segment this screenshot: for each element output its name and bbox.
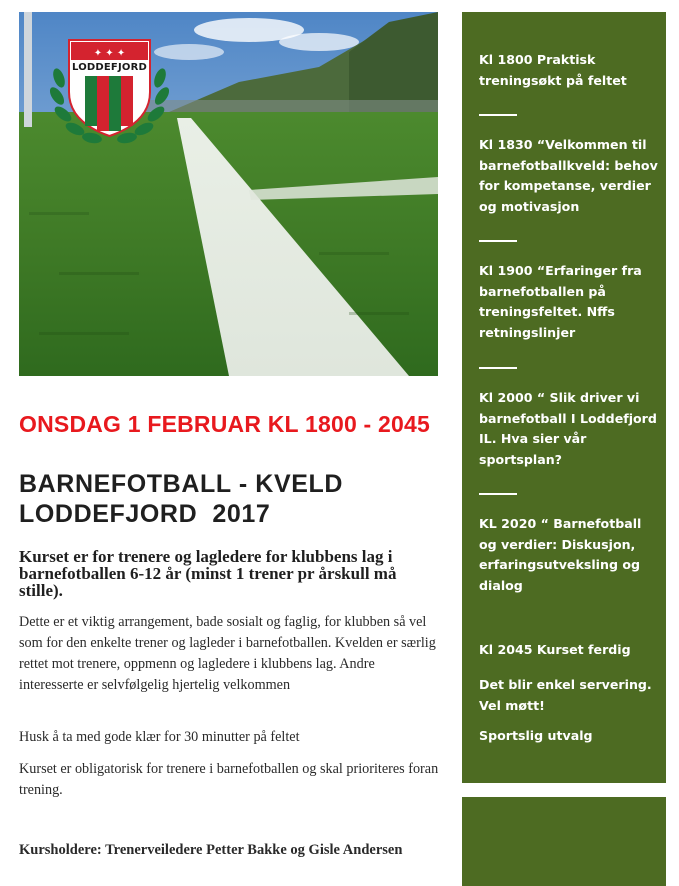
svg-text:✦ ✦ ✦: ✦ ✦ ✦ (93, 48, 126, 59)
sportslig-utvalg: Sportslig utvalg (479, 728, 593, 743)
lead-paragraph: Kurset er for trenere og lagledere for klubbens lag i barnefotballen 6-12 år (minst 1 trener pr årskull må stille). (19, 547, 397, 600)
serving-note: Det blir enkel servering. Vel møtt! (479, 677, 652, 713)
program-item-2045: Kl 2045 Kurset ferdig (479, 642, 631, 657)
club-logo-text: LODDEFJORD (71, 62, 147, 73)
event-date: ONSDAG 1 FEBRUAR KL 1800 - 2045 (19, 411, 430, 437)
separator (479, 367, 517, 369)
program-item-2020: KL 2020 “ Barnefotball og verdier: Diskusjon, erfaringsutveksling og dialog (479, 516, 642, 593)
separator (479, 493, 517, 495)
body-paragraph-clothes: Husk å ta med gode klær for 30 minutter på feltet (19, 729, 300, 745)
program-sidebar (462, 12, 666, 783)
body-paragraph-mandatory: Kurset er obligatorisk for trenere i barnefotballen og skal prioriteres foran trening. (19, 761, 439, 798)
sidebar-lower-panel (462, 797, 666, 886)
program-item-1800: Kl 1800 Praktisk treningsøkt på feltet (479, 52, 627, 88)
program-item-1830: Kl 1830 “Velkommen til barnefotballkveld: behov for kompetanse, verdier og motivasjon (479, 137, 658, 214)
instructors: Kursholdere: Trenerveiledere Petter Bakke og Gisle Andersen (19, 842, 403, 858)
club-logo (47, 34, 172, 146)
separator (479, 240, 517, 242)
body-paragraph-intro: Dette er et viktig arrangement, bade sosialt og faglig, for klubben så vel som for den enkelte trener og lagleder i barnefotballen. Kvelden er særlig rettet mot trenere, oppmenn og lagledere i klubbens lag. Andre interesserte er selvfølgelig hjertelig velkommen (19, 614, 436, 693)
event-title (19, 469, 449, 529)
program-item-2000: Kl 2000 “ Slik driver vi barnefotball I Loddefjord IL. Hva sier vår sportsplan? (479, 390, 657, 467)
hero-photo (19, 12, 438, 376)
separator (479, 114, 517, 116)
event-title-line-2: LODDEFJORD 2017 (19, 500, 271, 528)
event-title-line-1: BARNEFOTBALL - KVELD (19, 470, 344, 498)
program-item-1900: Kl 1900 “Erfaringer fra barnefotballen på treningsfeltet. Nffs retningslinjer (479, 263, 642, 340)
